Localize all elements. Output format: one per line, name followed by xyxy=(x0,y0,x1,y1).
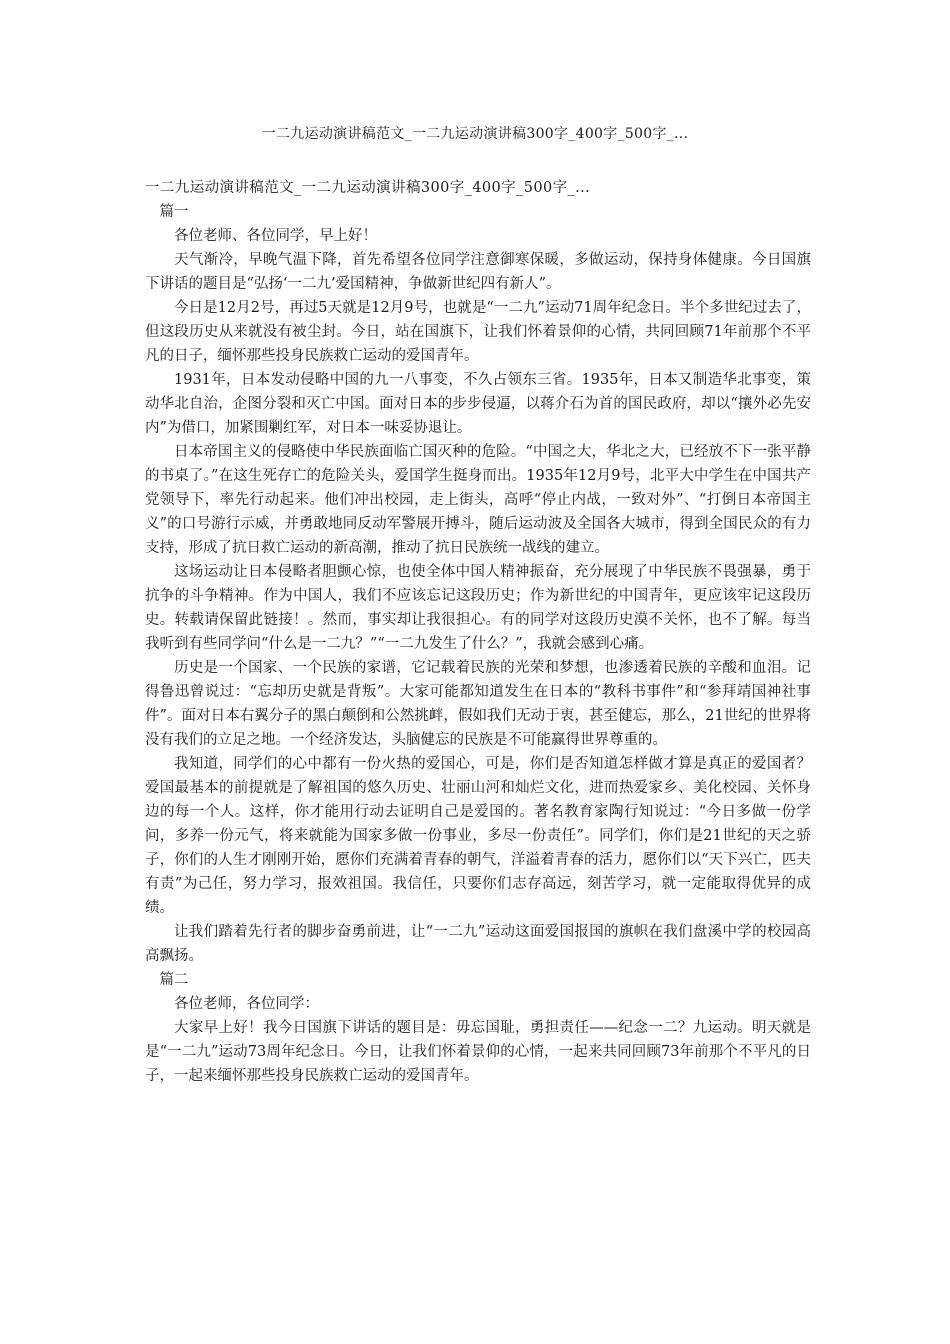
paragraph: 天气渐冷，早晚气温下降，首先希望各位同学注意御寒保暖，多做运动，保持身体健康。今日国旗下讲话的题目是“弘扬‘一二九’爱国精神，争做新世纪四有新人”。 xyxy=(145,252,811,292)
document-body xyxy=(145,176,811,1088)
paragraph: 日本帝国主义的侵略使中华民族面临亡国灭种的危险。“中国之大，华北之大，已经放不下一张平静的书桌了。”在这生死存亡的危险关头，爱国学生挺身而出。1935年12月9号，北平大中学生在中国共产党领导下，率先行动起来。他们冲出校园，走上街头，高呼“停止内战，一致对外”、“打倒日本帝国主义”的口号游行示威，并勇敢地同反动军警展开搏斗，随后运动波及全国各大城市，得到全国民众的有力支持，形成了抗日救亡运动的新高潮，推动了抗日民族统一战线的建立。 xyxy=(145,444,811,556)
paragraph: 让我们踏着先行者的脚步奋勇前进，让“一二九”运动这面爱国报国的旗帜在我们盘溪中学的校园高高飘扬。 xyxy=(145,924,811,964)
document-title: 一二九运动演讲稿范文_一二九运动演讲稿300字_400字_500字_... xyxy=(261,126,689,142)
paragraph: 大家早上好！我今日国旗下讲话的题目是：毋忘国耻，勇担责任——纪念一二？九运动。明天就是是“一二九”运动73周年纪念日。今日，让我们怀着景仰的心情，一起来共同回顾73年前那个不平凡的日子，一起来缅怀那些投身民族救亡运动的爱国青年。 xyxy=(145,1020,811,1084)
section-heading-2: 篇二 xyxy=(159,972,189,988)
paragraph: 我知道，同学们的心中都有一份火热的爱国心，可是，你们是否知道怎样做才算是真正的爱国者？爱国最基本的前提就是了解祖国的悠久历史、壮丽山河和灿烂文化，进而热爱家乡、美化校园、关怀身边的每一个人。这样，你才能用行动去证明自己是爱国的。著名教育家陶行知说过：“今日多做一份学问，多养一份元气，将来就能为国家多做一份事业，多尽一份责任”。同学们，你们是21世纪的天之骄子，你们的人生才刚刚开始，愿你们充满着青春的朝气，洋溢着青春的活力，愿你们以“天下兴亡，匹夫有责”为己任，努力学习，报效祖国。我信任，只要你们志存高远，刻苦学习，就一定能取得优异的成绩。 xyxy=(145,756,811,916)
paragraph: 历史是一个国家、一个民族的家谱，它记载着民族的光荣和梦想，也渗透着民族的辛酸和血泪。记得鲁迅曾说过：“忘却历史就是背叛”。大家可能都知道发生在日本的“教科书事件”和“参拜靖国神社事件”。面对日本右翼分子的黑白颠倒和公然挑衅，假如我们无动于衷，甚至健忘，那么，21世纪的世界将没有我们的立足之地。一个经济发达，头脑健忘的民族是不可能赢得世界尊重的。 xyxy=(145,660,811,748)
paragraph: 今日是12月2号，再过5天就是12月9号，也就是“一二九”运动71周年纪念日。半个多世纪过去了，但这段历史从来就没有被尘封。今日，站在国旗下，让我们怀着景仰的心情，共同回顾71年前那个不平凡的日子，缅怀那些投身民族救亡运动的爱国青年。 xyxy=(145,300,811,364)
document-subtitle: 一二九运动演讲稿范文_一二九运动演讲稿300字_400字_500字_... xyxy=(145,180,591,196)
section-heading-1: 篇一 xyxy=(159,204,189,220)
paragraph: 各位老师、各位同学，早上好！ xyxy=(174,228,377,244)
paragraph: 这场运动让日本侵略者胆颤心惊，也使全体中国人精神振奋，充分展现了中华民族不畏强暴，勇于抗争的斗争精神。作为中国人，我们不应该忘记这段历史；作为新世纪的中国青年，更应该牢记这段历史。转载请保留此链接！。然而，事实却让我很担心。有的同学对这段历史漠不关怀，也不了解。每当我听到有些同学问“什么是一二九？”“一二九发生了什么？”，我就会感到心痛。 xyxy=(145,564,811,652)
paragraph: 1931年，日本发动侵略中国的九一八事变，不久占领东三省。1935年，日本又制造华北事变，策动华北自治，企图分裂和灭亡中国。面对日本的步步侵逼，以蒋介石为首的国民政府，却以“攘外必先安内”为借口，加紧围剿红军，对日本一味妥协退让。 xyxy=(145,372,811,436)
paragraph: 各位老师，各位同学： xyxy=(174,996,319,1012)
